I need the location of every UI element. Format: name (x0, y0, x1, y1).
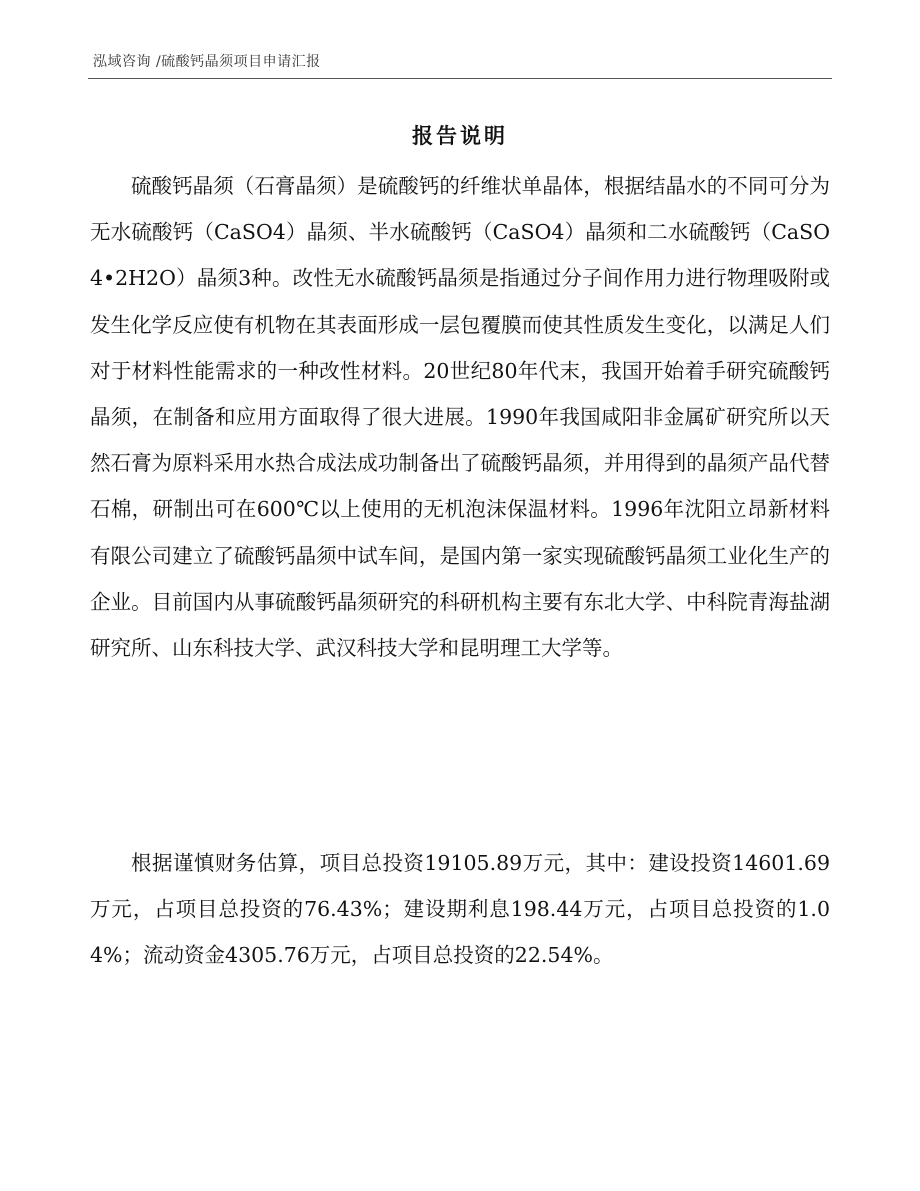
header-divider (88, 78, 832, 79)
running-header: 泓域咨询 /硫酸钙晶须项目申请汇报 (93, 54, 321, 70)
paragraph-intro: 硫酸钙晶须（石膏晶须）是硫酸钙的纤维状单晶体，根据结晶水的不同可分为无水硫酸钙（CaSO4）晶须、半水硫酸钙（CaSO4）晶须和二水硫酸钙（CaSO4•2H2O）晶须3种。改性无水硫酸钙晶须是指通过分子间作用力进行物理吸附或发生化学反应使有机物在其表面形成一层包覆膜而使其性质发生变化，以满足人们对于材料性能需求的一种改性材料。20世纪80年代末，我国开始着手研究硫酸钙晶须，在制备和应用方面取得了很大进展。1990年我国咸阳非金属矿研究所以天然石膏为原料采用水热合成法成功制备出了硫酸钙晶须，并用得到的晶须产品代替石棉，研制出可在600℃以上使用的无机泡沫保温材料。1996年沈阳立昂新材料有限公司建立了硫酸钙晶须中试车间，是国内第一家实现硫酸钙晶须工业化生产的企业。目前国内从事硫酸钙晶须研究的科研机构主要有东北大学、中科院青海盐湖研究所、山东科技大学、武汉科技大学和昆明理工大学等。 (90, 174, 830, 661)
paragraph-investment: 根据谨慎财务估算，项目总投资19105.89万元，其中：建设投资14601.69万元，占项目总投资的76.43%；建设期利息198.44万元，占项目总投资的1.04%；流动资金4305.76万元，占项目总投资的22.54%。 (90, 851, 830, 968)
page-title: 报告说明 (412, 123, 508, 148)
